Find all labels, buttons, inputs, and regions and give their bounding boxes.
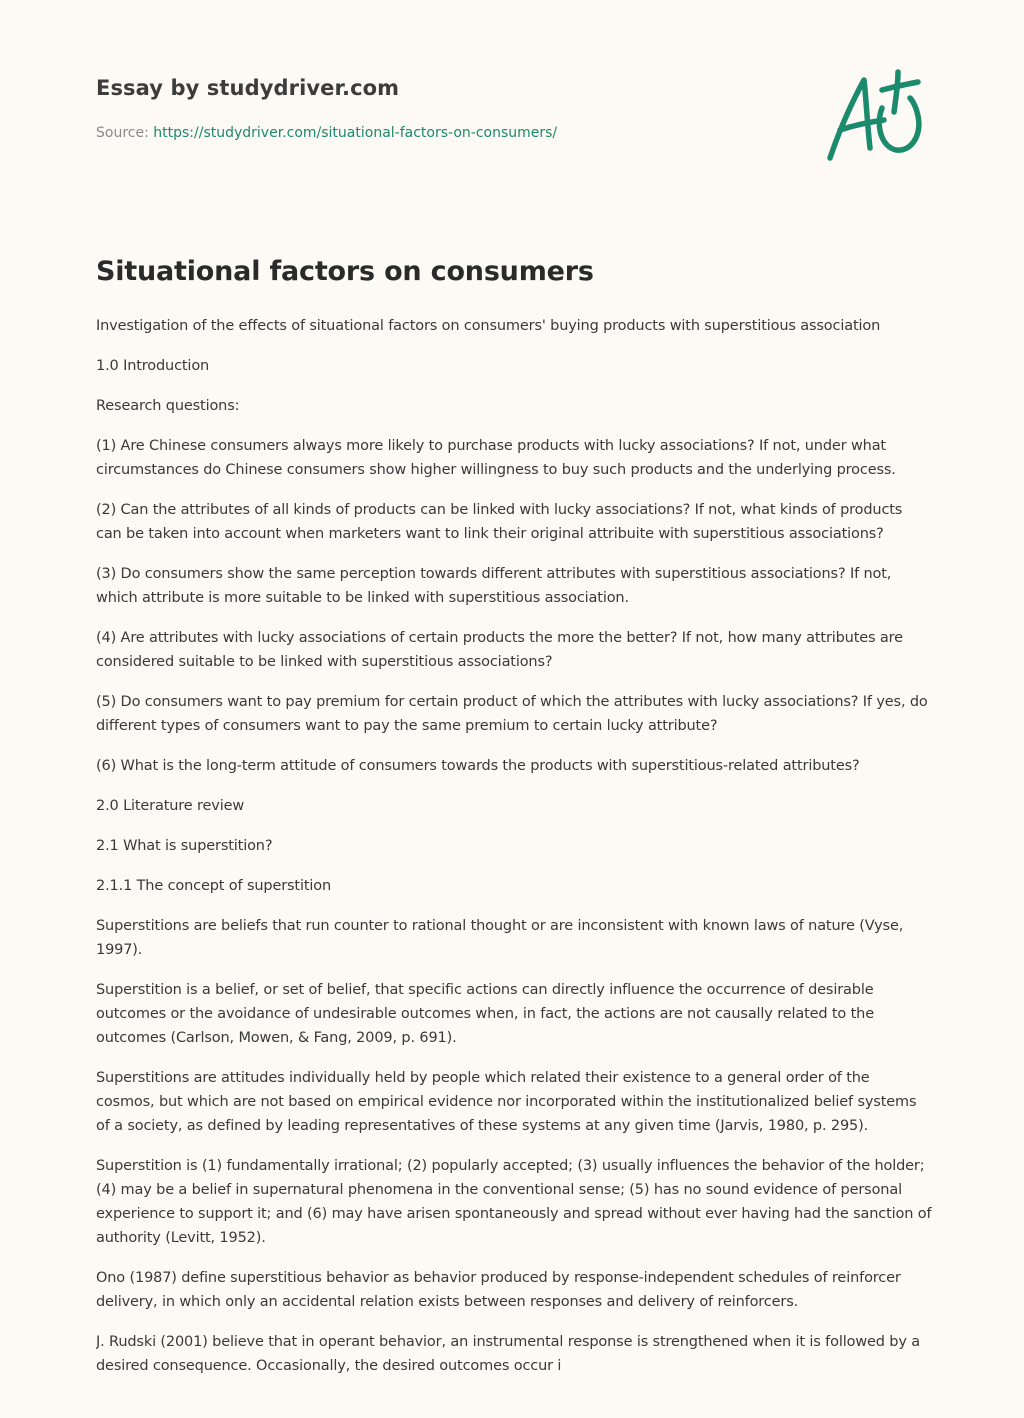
essay-paragraph: (1) Are Chinese consumers always more likely to purchase products with lucky associations? If not, under what circumstances do Chinese consumers show higher willingness to buy such products and the underlying process. <box>96 438 896 478</box>
essay-paragraph: 1.0 Introduction <box>96 358 210 374</box>
essay-paragraph: J. Rudski (2001) believe that in operant behavior, an instrumental response is strengthened when it is followed by a desired consequence. Occasionally, the desired outcomes occur i <box>96 1334 920 1374</box>
essay-paragraph: (4) Are attributes with lucky associations of certain products the more the better? If not, how many attributes are considered suitable to be linked with superstitious associations? <box>96 630 903 670</box>
essay-paragraph: (3) Do consumers show the same perception towards different attributes with superstitious associations? If not, which attribute is more suitable to be linked with superstitious association. <box>96 566 892 606</box>
essay-paragraph: (2) Can the attributes of all kinds of products can be linked with lucky associations? If not, what kinds of products can be taken into account when marketers want to link their original attribuite with superstitious associations? <box>96 502 903 542</box>
essay-paragraph: (5) Do consumers want to pay premium for certain product of which the attributes with lucky associations? If yes, do different types of consumers want to pay the same premium to certain lucky attribute? <box>96 694 928 734</box>
essay-paragraph: Investigation of the effects of situational factors on consumers' buying products with superstitious association <box>96 318 881 334</box>
essay-paragraph: 2.0 Literature review <box>96 798 245 814</box>
a-plus-logo-icon <box>820 66 928 166</box>
essay-paragraph: 2.1.1 The concept of superstition <box>96 878 332 894</box>
source-line <box>96 125 557 141</box>
essay-paragraph: (6) What is the long-term attitude of consumers towards the products with superstitious-related attributes? <box>96 758 860 774</box>
site-title: Essay by studydriver.com <box>96 76 400 100</box>
essay-paragraph: Superstition is (1) fundamentally irrational; (2) popularly accepted; (3) usually influences the behavior of the holder; (4) may be a belief in supernatural phenomena in the conventional sense; (5) has no sound evidence of personal experience to support it; and (6) may have arisen spontaneously and spread without ever having had the sanction of authority (Levitt, 1952). <box>96 1158 932 1246</box>
essay-paragraph: Superstition is a belief, or set of belief, that specific actions can directly influence the occurrence of desirable outcomes or the avoidance of undesirable outcomes when, in fact, the actions are not causally related to the outcomes (Carlson, Mowen, & Fang, 2009, p. 691). <box>96 982 874 1046</box>
source-label: Source: <box>96 125 149 141</box>
essay-paragraph: Research questions: <box>96 398 240 414</box>
essay-paragraph: Superstitions are beliefs that run counter to rational thought or are inconsistent with known laws of nature (Vyse, 1997). <box>96 918 904 958</box>
essay-paragraph: 2.1 What is superstition? <box>96 838 273 854</box>
essay-paragraph: Ono (1987) define superstitious behavior as behavior produced by response-independent schedules of reinforcer delivery, in which only an accidental relation exists between responses and delivery of reinforcers. <box>96 1270 901 1310</box>
source-link[interactable]: https://studydriver.com/situational-factors-on-consumers/ <box>153 125 558 141</box>
essay-title: Situational factors on consumers <box>96 256 594 287</box>
essay-body <box>96 314 932 1404</box>
essay-paragraph: Superstitions are attitudes individually held by people which related their existence to a general order of the cosmos, but which are not based on empirical evidence nor incorporated within the institutionalized belief systems of a society, as defined by leading representatives of these systems at any given time (Jarvis, 1980, p. 295). <box>96 1070 917 1134</box>
